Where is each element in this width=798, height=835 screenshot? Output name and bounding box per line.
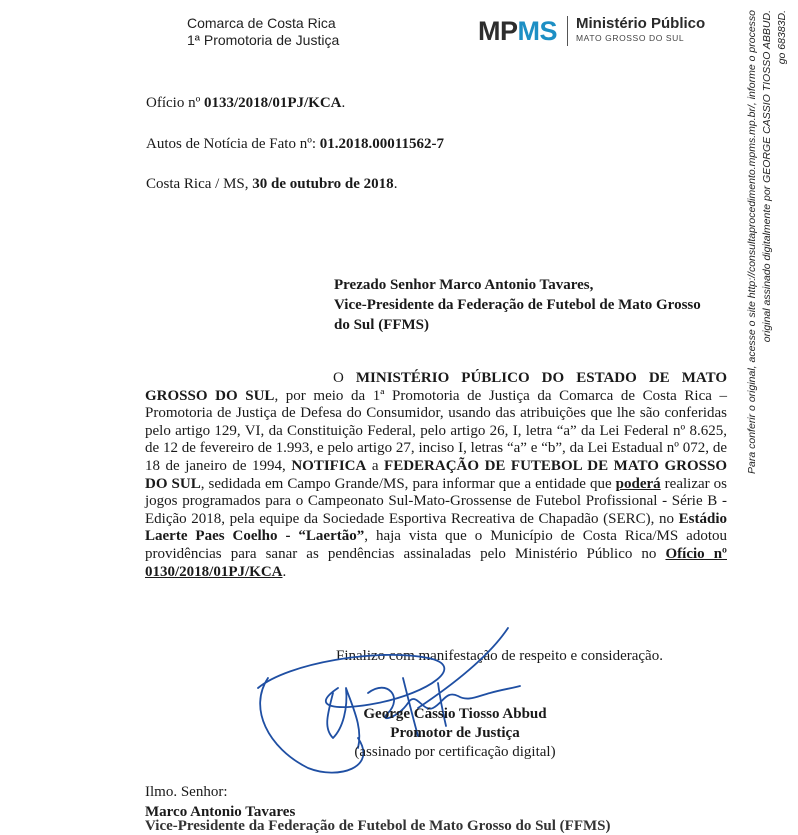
closing-remark: Finalizo com manifestação de respeito e consideração. [336,648,663,664]
handwritten-signature [228,618,528,788]
signer-role: Promotor de Justiça [390,725,520,741]
comarca-label: Comarca de Costa Rica [187,15,336,31]
stamp-line-4: go 68383D. [776,10,788,65]
stamp-line-1: Para conferir o original, acesse o site http://consultaprocedimento.mpms.mp.br/, informe o processo [746,10,758,474]
logo-subtitle: MATO GROSSO DO SUL [576,33,685,43]
addressee-block [334,275,714,335]
mpms-logo [478,14,705,48]
logo-title: Ministério Público [576,15,706,32]
recipient-title-cutoff: Vice-Presidente da Federação de Futebol de Mato Grosso do Sul (FFMS) [145,818,611,834]
logo-mark: MPMS [478,15,557,46]
oficio-number: 0133/2018/01PJ/KCA [203,95,342,111]
signature-note: (assinado por certificação digital) [354,744,556,760]
oficio-line: Ofício nº 0133/2018/01PJ/KCA. [146,95,346,111]
header-organization [187,15,339,49]
date-line: Costa Rica / MS, 30 de outubro de 2018. [146,176,398,192]
notification-paragraph: O MINISTÉRIO PÚBLICO DO ESTADO DE MATO GROSSO DO SUL, por meio da 1ª Promotoria de Justiça da Comarca de Costa Rica – Promotoria de Justiça de Defesa do Consumidor, usando das atribuições que lhe são conferidas pelo artigo 129, VI, da Constituição Federal, pelo artigo 26, I, letra “a” da Lei Federal nº 8.625, de 12 de fevereiro de 1.993, e pelo artigo 27, inciso I, letras “a” e “b”, da Lei Estadual nº 072, de 18 de janeiro de 1994, NOTIFICA a FEDERAÇÃO DE FUTEBOL DE MATO GROSSO DO SUL, sedidada em Campo Grande/MS, para informar que a entidade que poderá realizar os jogos programados para o Campeonato Sul-Mato-Grossense de Futebol Profissional - Série B - Edição 2018, pela equipe da Sociedade Esportiva Recreativa de Chapadão (SERC), no Estádio Laerte Paes Coelho - “Laertão”, haja vista que o Município de Costa Rica/MS adotou providências para sanar as pendências assinaladas pelo Ministério Público no Ofício nº 0130/2018/01PJ/KCA. [145,370,728,580]
signer-block [305,705,605,762]
digital-signature-stamp [745,10,790,810]
signer-name: George Cássio Tiosso Abbud [363,706,547,722]
logo-text [576,17,705,45]
logo-divider [567,16,568,46]
promotoria-label: 1ª Promotoria de Justiça [187,32,340,48]
autos-number: 01.2018.00011562-7 [319,136,444,152]
recipient-greeting: Ilmo. Senhor: [145,784,228,800]
recipient-block [145,782,295,822]
letter-date: 30 de outubro de 2018 [252,176,394,192]
recipient-name: Marco Antonio Tavares [145,804,296,820]
addressee-greeting: Prezado Senhor Marco Antonio Tavares, [334,277,594,293]
autos-line: Autos de Notícia de Fato nº: 01.2018.00011562-7 [146,136,444,152]
stamp-line-3: original assinado digitalmente por GEORGE CASSIO TIOSSO ABBUD. [761,10,773,343]
addressee-title: Vice-Presidente da Federação de Futebol de Mato Grosso do Sul (FFMS) [334,297,701,333]
